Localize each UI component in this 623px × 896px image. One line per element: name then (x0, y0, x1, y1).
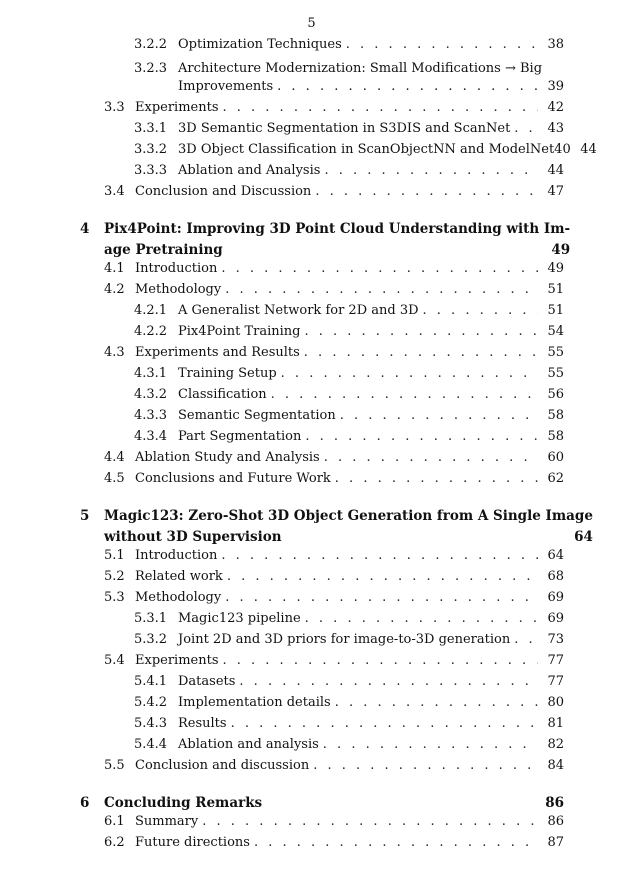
entry-title: 3D Object Classification in ScanObjectNN and ModelNet40 (178, 142, 571, 157)
toc-entry[interactable] (80, 100, 564, 121)
entry-number: 3.4 (104, 184, 125, 199)
dot-leader (223, 100, 539, 115)
entry-number: 5.1 (104, 548, 125, 563)
toc-entry[interactable] (80, 835, 564, 856)
entry-title: Conclusion and Discussion (135, 184, 312, 199)
chapter-number: 4 (80, 221, 90, 237)
entry-number: 4.3 (104, 345, 125, 360)
toc-entry[interactable] (80, 408, 564, 429)
entry-number: 4.3.1 (134, 366, 168, 381)
toc-entry[interactable] (80, 695, 564, 716)
entry-title-line2: Improvements (178, 79, 274, 94)
entry-title: Methodology (135, 590, 222, 605)
dot-leader (231, 716, 538, 731)
entry-title: A Generalist Network for 2D and 3D (178, 303, 419, 318)
dot-leader (221, 548, 538, 563)
entry-page: 84 (547, 758, 564, 773)
toc-entry[interactable] (80, 261, 564, 282)
entry-title: Experiments and Results (135, 345, 300, 360)
toc-entry[interactable] (80, 450, 564, 471)
dot-leader (277, 79, 538, 94)
chapter-title: Concluding Remarks (104, 795, 263, 811)
entry-title: Experiments (135, 100, 219, 115)
entry-page: 55 (547, 366, 564, 381)
entry-title: Ablation Study and Analysis (135, 450, 320, 465)
entry-title: Summary (135, 814, 199, 829)
entry-page: 58 (547, 429, 564, 444)
toc-entry[interactable] (80, 142, 597, 163)
entry-title: Introduction (135, 548, 218, 563)
chapter-title-line1: Magic123: Zero-Shot 3D Object Generation from A Single Image (104, 508, 593, 524)
entry-title: Classification (178, 387, 267, 402)
entry-title: Conclusions and Future Work (135, 471, 331, 486)
entry-number: 4.5 (104, 471, 125, 486)
toc-entry[interactable] (80, 590, 564, 611)
entry-page: 77 (547, 674, 564, 689)
entry-number: 5.4.2 (134, 695, 168, 710)
toc-entry[interactable] (80, 58, 564, 100)
dot-leader (221, 261, 538, 276)
toc-entry[interactable] (80, 716, 564, 737)
toc-entry[interactable] (80, 282, 564, 303)
toc-entry[interactable] (80, 674, 564, 695)
entry-number: 3.3.1 (134, 121, 168, 136)
entry-title: Implementation details (178, 695, 331, 710)
entry-title: Ablation and analysis (178, 737, 319, 752)
dot-leader (315, 184, 538, 199)
entry-title-line1: Architecture Modernization: Small Modifications → Big (178, 61, 543, 76)
entry-title: Methodology (135, 282, 222, 297)
entry-title: Pix4Point Training (178, 324, 301, 339)
dot-leader (202, 814, 538, 829)
entry-page: 86 (547, 814, 564, 829)
dot-leader (514, 121, 538, 136)
entry-number: 5.4.1 (134, 674, 168, 689)
dot-leader (323, 737, 538, 752)
toc-entry[interactable] (80, 345, 564, 366)
entry-page: 64 (547, 548, 564, 563)
dot-leader (225, 590, 538, 605)
entry-title: Training Setup (178, 366, 277, 381)
entry-number: 6.1 (104, 814, 125, 829)
entry-page: 60 (547, 450, 564, 465)
entry-number: 3.2.3 (134, 61, 168, 76)
entry-page: 69 (547, 611, 564, 626)
dot-leader (225, 282, 538, 297)
chapter-heading[interactable] (80, 219, 571, 261)
entry-title: Future directions (135, 835, 250, 850)
dot-leader (304, 324, 538, 339)
entry-page: 77 (547, 653, 564, 668)
toc-entry[interactable] (80, 548, 564, 569)
entry-page: 58 (547, 408, 564, 423)
dot-leader (281, 366, 538, 381)
entry-number: 4.3.2 (134, 387, 168, 402)
entry-number: 5.3.1 (134, 611, 168, 626)
entry-number: 3.3 (104, 100, 125, 115)
dot-leader (305, 429, 538, 444)
toc-entry[interactable] (80, 366, 564, 387)
entry-page: 44 (580, 142, 597, 157)
entry-title: Datasets (178, 674, 236, 689)
dot-leader (271, 387, 538, 402)
page-number: 5 (307, 16, 316, 31)
entry-title: Optimization Techniques (178, 37, 342, 52)
entry-number: 4.1 (104, 261, 125, 276)
entry-number: 4.3.4 (134, 429, 168, 444)
entry-page: 42 (547, 100, 564, 115)
entry-page: 38 (547, 37, 564, 52)
entry-number: 5.4.4 (134, 737, 168, 752)
entry-title: Conclusion and discussion (135, 758, 310, 773)
entry-number: 4.2.1 (134, 303, 168, 318)
toc-entry[interactable] (80, 184, 564, 205)
entry-page: 82 (547, 737, 564, 752)
chapter-page: 64 (574, 529, 593, 545)
chapter-number: 6 (80, 795, 90, 811)
toc-entry[interactable] (80, 324, 564, 345)
entry-title: Joint 2D and 3D priors for image-to-3D generation (178, 632, 511, 647)
dot-leader (324, 163, 538, 178)
entry-title: Results (178, 716, 227, 731)
entry-number: 4.3.3 (134, 408, 168, 423)
dot-leader (313, 758, 538, 773)
toc-entry[interactable] (80, 121, 564, 142)
entry-page: 51 (547, 303, 564, 318)
entry-title: Related work (135, 569, 223, 584)
toc-entry[interactable] (80, 611, 564, 632)
entry-number: 6.2 (104, 835, 125, 850)
entry-title: Part Segmentation (178, 429, 302, 444)
entry-number: 4.4 (104, 450, 125, 465)
dot-leader (305, 611, 538, 626)
entry-page: 73 (547, 632, 564, 647)
entry-number: 5.4.3 (134, 716, 168, 731)
dot-leader (304, 345, 538, 360)
dot-leader (514, 632, 538, 647)
entry-title: 3D Semantic Segmentation in S3DIS and ScanNet (178, 121, 511, 136)
entry-title: Ablation and Analysis (178, 163, 321, 178)
toc-entry[interactable] (80, 471, 564, 492)
entry-page: 49 (547, 261, 564, 276)
entry-number: 5.2 (104, 569, 125, 584)
entry-number: 3.3.2 (134, 142, 168, 157)
entry-title: Experiments (135, 653, 219, 668)
dot-leader (335, 471, 538, 486)
toc-entry[interactable] (80, 429, 564, 450)
toc-entry[interactable] (80, 163, 564, 184)
entry-page: 44 (547, 163, 564, 178)
entry-page: 68 (547, 569, 564, 584)
entry-page: 69 (547, 590, 564, 605)
dot-leader (423, 303, 538, 318)
entry-page: 54 (547, 324, 564, 339)
toc-entry[interactable] (80, 387, 564, 408)
entry-page: 87 (547, 835, 564, 850)
entry-number: 4.2.2 (134, 324, 168, 339)
chapter-page: 86 (545, 795, 564, 811)
dot-leader (340, 408, 538, 423)
entry-page: 62 (547, 471, 564, 486)
toc-entry[interactable] (80, 814, 564, 835)
toc-entry[interactable] (80, 632, 564, 653)
entry-page: 81 (547, 716, 564, 731)
entry-page: 47 (547, 184, 564, 199)
chapter-title-line2: without 3D Supervision (104, 529, 282, 545)
entry-page: 56 (547, 387, 564, 402)
chapter-number: 5 (80, 508, 90, 524)
dot-leader (239, 674, 538, 689)
entry-number: 5.5 (104, 758, 125, 773)
dot-leader (227, 569, 538, 584)
entry-page: 43 (547, 121, 564, 136)
toc-entry[interactable] (80, 758, 564, 779)
entry-page: 80 (547, 695, 564, 710)
entry-title: Introduction (135, 261, 218, 276)
toc-entry[interactable] (80, 737, 564, 758)
dot-leader (223, 653, 539, 668)
entry-page: 39 (547, 79, 564, 94)
chapter-title-line2: age Pretraining (104, 242, 223, 258)
chapter-page: 49 (551, 242, 571, 258)
entry-page: 55 (547, 345, 564, 360)
entry-number: 5.3.2 (134, 632, 168, 647)
table-of-contents (80, 37, 597, 856)
dot-leader (254, 835, 538, 850)
toc-entry[interactable] (80, 303, 564, 324)
entry-number: 5.4 (104, 653, 125, 668)
entry-title: Semantic Segmentation (178, 408, 336, 423)
toc-entry[interactable] (80, 37, 564, 58)
entry-title: Magic123 pipeline (178, 611, 301, 626)
entry-page: 51 (547, 282, 564, 297)
entry-number: 5.3 (104, 590, 125, 605)
chapter-heading[interactable] (80, 793, 564, 814)
dot-leader (335, 695, 538, 710)
entry-number: 4.2 (104, 282, 125, 297)
dot-leader (324, 450, 538, 465)
dot-leader (346, 37, 538, 52)
entry-number: 3.3.3 (134, 163, 168, 178)
chapter-title-line1: Pix4Point: Improving 3D Point Cloud Understanding with Im- (104, 221, 571, 237)
toc-entry[interactable] (80, 653, 564, 674)
toc-entry[interactable] (80, 569, 564, 590)
entry-number: 3.2.2 (134, 37, 168, 52)
chapter-heading[interactable] (80, 506, 593, 548)
